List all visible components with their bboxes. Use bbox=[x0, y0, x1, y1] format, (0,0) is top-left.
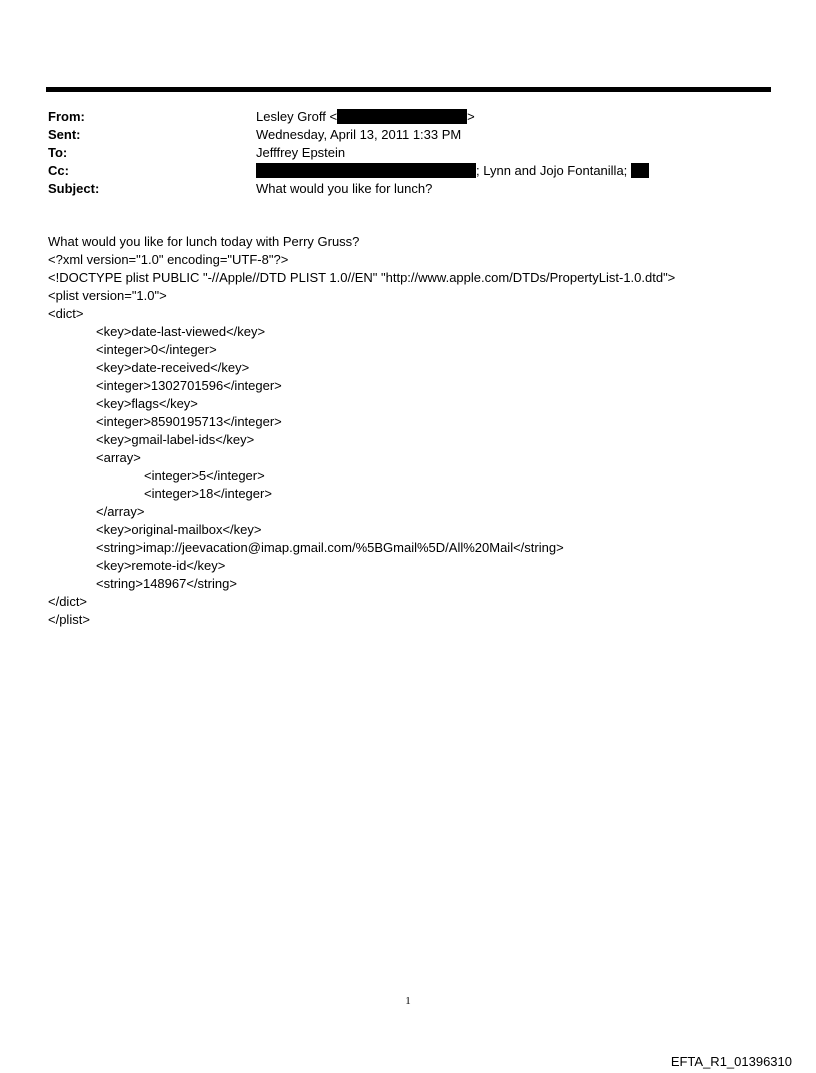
subject-row bbox=[48, 179, 748, 197]
from-name: Lesley Groff < bbox=[256, 108, 338, 124]
body-line: </array> bbox=[96, 504, 145, 519]
body-line: <integer>1302701596</integer> bbox=[96, 378, 282, 393]
redacted-email bbox=[337, 109, 467, 124]
email-body bbox=[48, 233, 788, 629]
body-line: <integer>5</integer> bbox=[144, 468, 265, 483]
body-line: <string>imap://jeevacation@imap.gmail.com/%5BGmail%5D/All%20Mail</string> bbox=[96, 540, 564, 555]
cc-value bbox=[256, 163, 649, 178]
from-label: From: bbox=[48, 108, 85, 124]
body-line: <array> bbox=[96, 450, 141, 465]
sent-row bbox=[48, 125, 748, 143]
body-line: </plist> bbox=[48, 612, 90, 627]
document-id: EFTA_R1_01396310 bbox=[670, 1054, 792, 1069]
to-label: To: bbox=[48, 144, 68, 160]
body-line: <integer>0</integer> bbox=[96, 342, 217, 357]
body-line: <?xml version="1.0" encoding="UTF-8"?> bbox=[48, 252, 289, 267]
body-line: What would you like for lunch today with Perry Gruss? bbox=[48, 234, 360, 249]
to-row bbox=[48, 143, 748, 161]
redacted-cc-recipients bbox=[256, 163, 476, 178]
subject-value: What would you like for lunch? bbox=[256, 180, 433, 196]
email-header bbox=[48, 107, 748, 197]
body-line: <string>148967</string> bbox=[96, 576, 237, 591]
body-line: <key>date-received</key> bbox=[96, 360, 250, 375]
body-line: <key>original-mailbox</key> bbox=[96, 522, 262, 537]
body-line: <key>remote-id</key> bbox=[96, 558, 226, 573]
header-divider bbox=[46, 87, 771, 92]
sent-label: Sent: bbox=[48, 126, 81, 142]
body-line: <key>gmail-label-ids</key> bbox=[96, 432, 255, 447]
body-line: </dict> bbox=[48, 594, 88, 609]
cc-label: Cc: bbox=[48, 162, 69, 178]
body-line: <integer>8590195713</integer> bbox=[96, 414, 282, 429]
body-line: <key>date-last-viewed</key> bbox=[96, 324, 266, 339]
sent-value: Wednesday, April 13, 2011 1:33 PM bbox=[256, 126, 462, 142]
from-close: > bbox=[467, 108, 475, 124]
to-value: Jefffrey Epstein bbox=[256, 144, 346, 160]
cc-middle: ; Lynn and Jojo Fontanilla; bbox=[476, 162, 628, 178]
subject-label: Subject: bbox=[48, 180, 100, 196]
body-line: <dict> bbox=[48, 306, 84, 321]
from-value bbox=[256, 109, 475, 124]
redacted-cc-last bbox=[631, 163, 649, 178]
body-line: <key>flags</key> bbox=[96, 396, 198, 411]
body-line: <!DOCTYPE plist PUBLIC "-//Apple//DTD PLIST 1.0//EN" "http://www.apple.com/DTDs/PropertyList-1.0.dtd"> bbox=[48, 270, 676, 285]
body-line: <integer>18</integer> bbox=[144, 486, 272, 501]
from-row bbox=[48, 107, 748, 125]
cc-row bbox=[48, 161, 748, 179]
page-number: 1 bbox=[405, 995, 411, 1007]
body-line: <plist version="1.0"> bbox=[48, 288, 167, 303]
